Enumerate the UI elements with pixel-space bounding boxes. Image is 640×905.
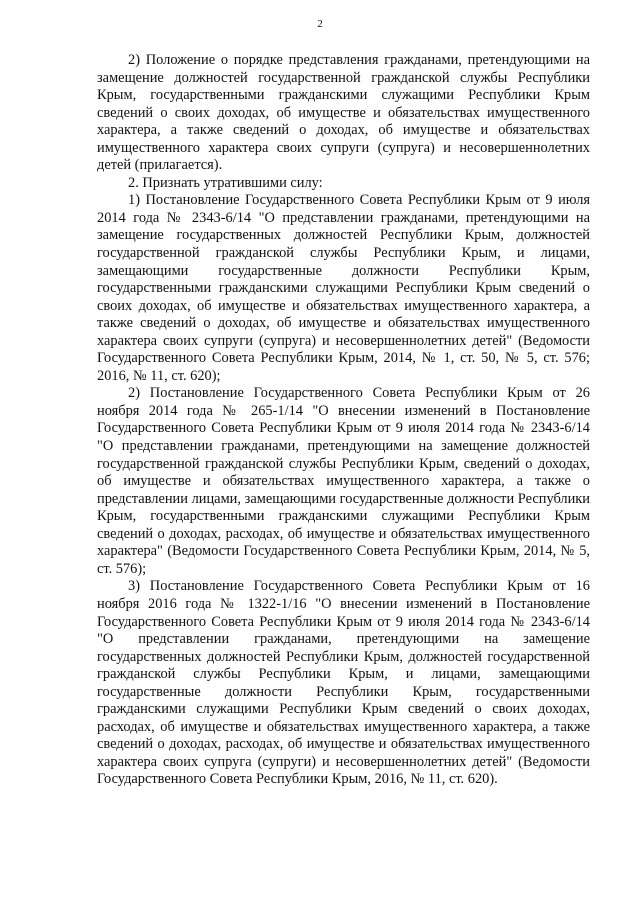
document-body [97,52,590,789]
paragraph-repeal-item-2: 2) Постановление Государственного Совета Республики Крым от 26 ноября 2014 года № 265-1/14 "О внесении изменений в Постановление Государственного Совета Республики Крым от 9 июля 2014 года № 2343-6/14 "О представлении гражданами, претендующими на замещение должностей государственной гражданской службы Республики Крым, сведений о доходах, об имуществе и обязательствах имущественного характера, а также о представлении лицами, замещающими государственные должности Республики Крым, государственными гражданскими служащими Республики Крым сведений о доходах, расходах, об имуществе и обязательствах имущественного характера" (Ведомости Государственного Совета Республики Крым, 2014, № 5, ст. 576); [97,385,590,577]
paragraph-repeal-item-3: 3) Постановление Государственного Совета Республики Крым от 16 ноября 2016 года № 1322-1/16 "О внесении изменений в Постановление Государственного Совета Республики Крым от 9 июля 2014 года № 2343-6/14 "О представлении гражданами, претендующими на замещение государственных должностей Республики Крым, должностей государственной гражданской службы Республики Крым, и лицами, замещающими государственные должности Республики Крым, государственными гражданскими служащими Республики Крым сведений о своих доходах, расходах, об имуществе и обязательствах имущественного характера, а также сведений о доходах, расходах, об имуществе и обязательствах имущественного характера своих супруга (супруги) и несовершеннолетних детей" (Ведомости Государственного Совета Республики Крым, 2016, № 11, ст. 620). [97,578,590,788]
page-number: 2 [317,18,323,30]
paragraph-regulation-2: 2) Положение о порядке представления гражданами, претендующими на замещение должностей государственной гражданской службы Республики Крым, государственными гражданскими служащими Республики Крым сведений о своих доходах, об имуществе и обязательствах имущественного характера, а также сведений о доходах, об имуществе и обязательствах имущественного характера своих супруги (супруга) и несовершеннолетних детей (прилагается). [97,52,590,174]
paragraph-repeal-item-1: 1) Постановление Государственного Совета Республики Крым от 9 июля 2014 года № 2343-6/14 "О представлении гражданами, претендующими на замещение государственных должностей Республики Крым, должностей государственной гражданской службы Республики Крым, и лицами, замещающими государственные должности Республики Крым, государственными гражданскими служащими Республики Крым сведений о своих доходах, об имуществе и обязательствах имущественного характера, а также сведений о доходах, об имуществе и обязательствах имущественного характера своих супруги (супруга) и несовершеннолетних детей" (Ведомости Государственного Совета Республики Крым, 2014, № 1, ст. 50, № 5, ст. 576; 2016, № 11, ст. 620); [97,192,590,384]
paragraph-repeal-heading: 2. Признать утратившими силу: [128,174,323,191]
